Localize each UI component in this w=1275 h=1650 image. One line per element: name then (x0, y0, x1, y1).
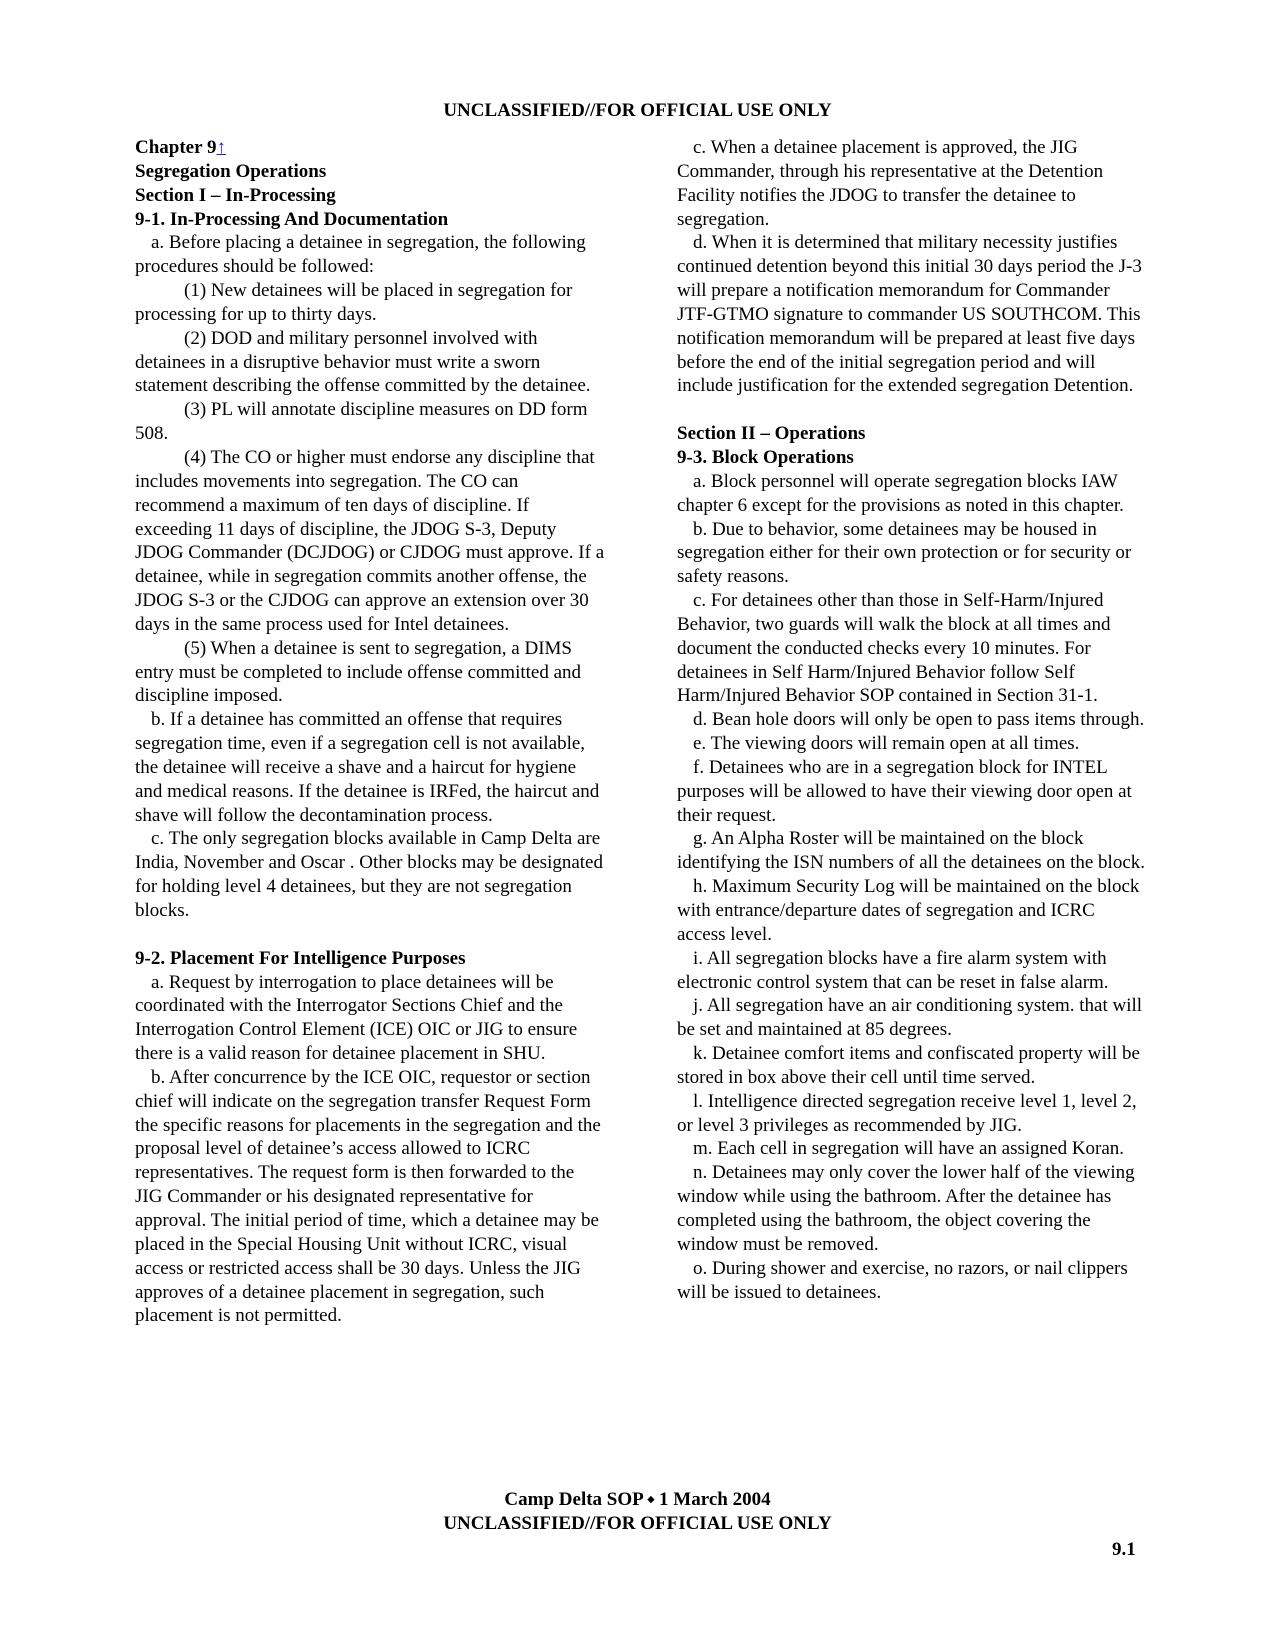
section-heading: Section II – Operations (677, 423, 866, 445)
classification-header: UNCLASSIFIED//FOR OFFICIAL USE ONLY (443, 100, 832, 121)
paragraph: j. All segregation have an air conditioning system. that will be set and maintained at 85 degrees. (677, 995, 1143, 1041)
spacer (135, 923, 605, 947)
paragraph: (1) New detainees will be placed in segregation for processing for up to thirty days. (135, 280, 573, 325)
classification-footer: UNCLASSIFIED//FOR OFFICIAL USE ONLY (443, 1512, 832, 1534)
paragraph: c. When a detainee placement is approved, the JIG Commander, through his representative at the Detention Facility notifies the JDOG to transfer the detainee to segregation. (677, 137, 1104, 230)
paragraph-heading: 9-2. Placement For Intelligence Purposes (135, 947, 466, 969)
paragraph: c. For detainees other than those in Self-Harm/Injured Behavior, two guards will walk the block at all times and document the conducted checks every 10 minutes. For detainees in Self Harm/Injured Behavior follow Self Harm/Injured Behavior SOP contained in Section 31-1. (677, 590, 1111, 707)
paragraph: h. Maximum Security Log will be maintained on the block with entrance/departure dates of segregation and ICRC access level. (677, 876, 1140, 945)
page-footer (0, 1488, 1275, 1536)
paragraph: b. Due to behavior, some detainees may be housed in segregation either for their own protection or for security or safety reasons. (677, 518, 1132, 588)
paragraph: e. The viewing doors will remain open at all times. (693, 733, 1080, 755)
paragraph: k. Detainee comfort items and confiscated property will be stored in box above their cell until time served. (677, 1043, 1140, 1088)
paragraph: a. Block personnel will operate segregation blocks IAW chapter 6 except for the provisions as noted in this chapter. (677, 470, 1124, 516)
paragraph: c. The only segregation blocks available in Camp Delta are India, November and Oscar . Other blocks may be designated for holding level 4 detainees, but they are not segregation blocks. (135, 828, 603, 921)
paragraph: m. Each cell in segregation will have an assigned Koran. (693, 1138, 1125, 1160)
back-to-top-link[interactable]: ↑ (216, 137, 226, 158)
paragraph-heading: 9-3. Block Operations (677, 446, 854, 468)
left-column (135, 136, 605, 1328)
paragraph-heading: 9-1. In-Processing And Documentation (135, 208, 449, 230)
right-column (677, 136, 1147, 1304)
page-number: 9.1 (1112, 1539, 1136, 1560)
paragraph: d. When it is determined that military necessity justifies continued detention beyond this initial 30 days period the J-3 will prepare a notification memorandum for Commander JTF-GTMO signature to commander US SOUTHCOM. This notification memorandum will be prepared at least five days before the end of the initial segregation period and will include justification for the extended segregation Detention. (677, 232, 1142, 397)
paragraph: b. If a detainee has committed an offense that requires segregation time, even if a segregation cell is not available, the detainee will receive a shave and a haircut for hygiene and medical reasons. If the detainee is IRFed, the haircut and shave will follow the decontamination process. (135, 709, 600, 826)
chapter-label: Chapter 9 (135, 137, 217, 158)
paragraph: n. Detainees may only cover the lower half of the viewing window while using the bathroom. After the detainee has completed using the bathroom, the object covering the window must be removed. (677, 1162, 1135, 1255)
paragraph: (2) DOD and military personnel involved with detainees in a disruptive behavior must write a sworn statement describing the offense committed by the detainee. (135, 327, 591, 397)
footer-title: Camp Delta SOP ⬩ 1 March 2004 (504, 1489, 771, 1510)
paragraph: a. Before placing a detainee in segregation, the following procedures should be followed: (135, 232, 586, 278)
section-heading: Section I – In-Processing (135, 184, 336, 206)
paragraph: o. During shower and exercise, no razors, or nail clippers will be issued to detainees. (677, 1257, 1128, 1303)
paragraph: g. An Alpha Roster will be maintained on the block identifying the ISN numbers of all the detainees on the block. (677, 828, 1146, 874)
chapter-title: Segregation Operations (135, 160, 327, 182)
chapter-heading (135, 136, 605, 160)
paragraph: b. After concurrence by the ICE OIC, requestor or section chief will indicate on the segregation transfer Request Form the specific reasons for placements in the segregation and the proposal level of detainee’s access allowed to ICRC representatives. The request form is then forwarded to the JIG Commander or his designated representative for approval. The initial period of time, which a detainee may be placed in the Special Housing Unit without ICRC, visual access or restricted access shall be 30 days. Unless the JIG approves of a detainee placement in segregation, such placement is not permitted. (135, 1066, 601, 1327)
paragraph: d. Bean hole doors will only be open to pass items through. (693, 709, 1145, 731)
paragraph: f. Detainees who are in a segregation block for INTEL purposes will be allowed to have their viewing door open at their request. (677, 756, 1132, 826)
paragraph: a. Request by interrogation to place detainees will be coordinated with the Interrogator Sections Chief and the Interrogation Control Element (ICE) OIC or JIG to ensure there is a valid reason for detainee placement in SHU. (135, 971, 578, 1065)
paragraph: (5) When a detainee is sent to segregation, a DIMS entry must be completed to include offense committed and discipline imposed. (135, 637, 582, 707)
paragraph: l. Intelligence directed segregation receive level 1, level 2, or level 3 privileges as recommended by JIG. (677, 1090, 1137, 1136)
paragraph: (4) The CO or higher must endorse any discipline that includes movements into segregation. The CO can recommend a maximum of ten days of discipline. If exceeding 11 days of discipline, the JDOG S-3, Deputy JDOG Commander (DCJDOG) or CJDOG must approve. If a detainee, while in segregation commits another offense, the JDOG S-3 or the CJDOG can approve an extension over 30 days in the same process used for Intel detainees. (135, 446, 605, 635)
paragraph: i. All segregation blocks have a fire alarm system with electronic control system that can be reset in false alarm. (677, 947, 1109, 993)
spacer (677, 398, 1147, 422)
paragraph: (3) PL will annotate discipline measures on DD form 508. (135, 399, 588, 445)
